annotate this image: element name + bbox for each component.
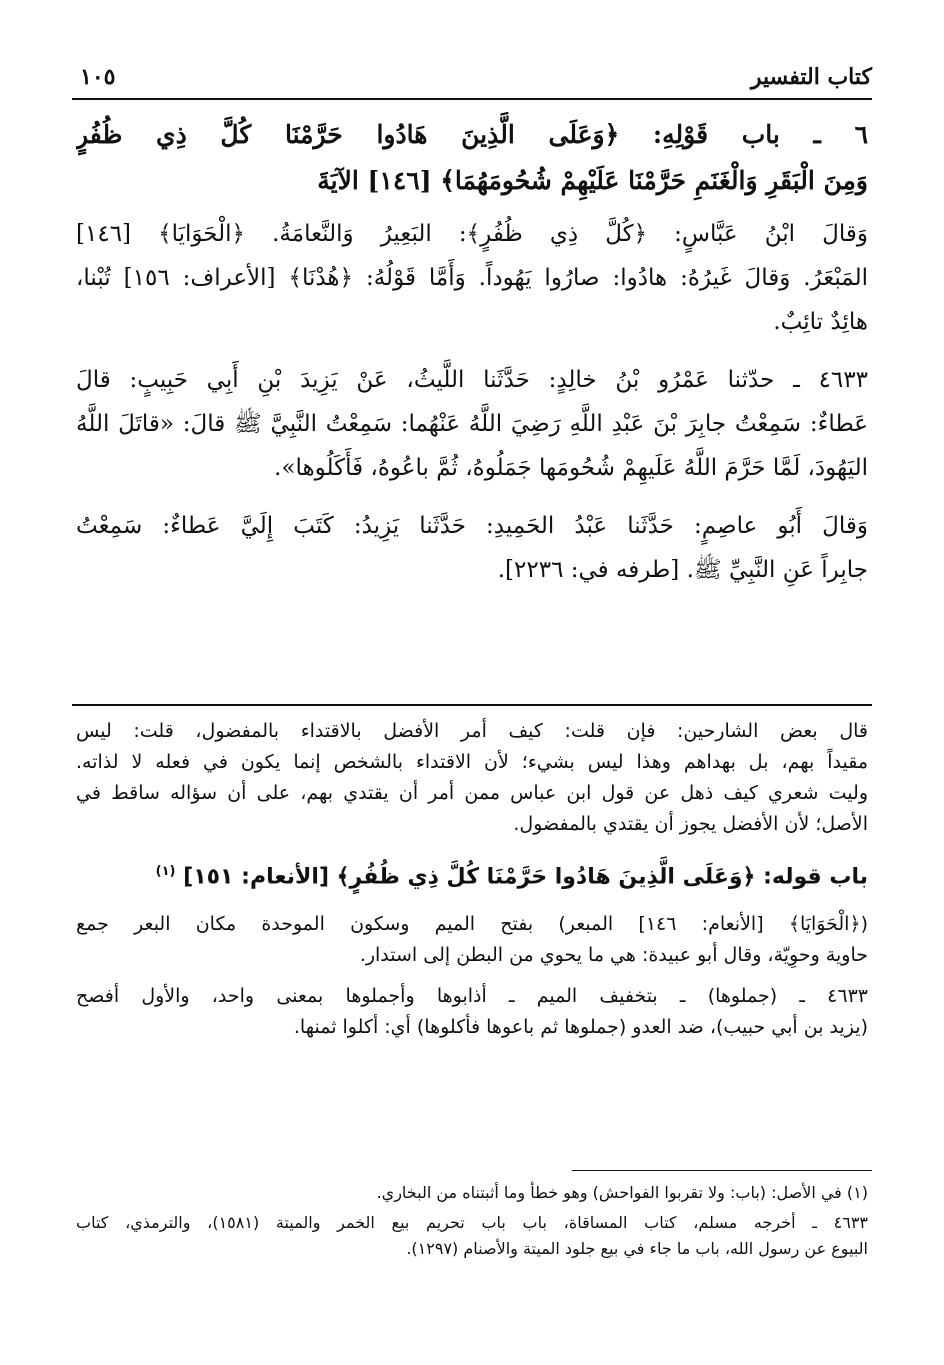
footnote-marker: (١)	[155, 864, 176, 879]
commentary-section	[76, 716, 868, 1053]
footnote-divider	[572, 1170, 872, 1171]
footnote-1	[76, 1180, 868, 1206]
text-line: وَقالَ ابْنُ عَبَّاسٍ: ﴿كُلَّ ذِي ظُفُرٍ﴾: البَعِيرُ وَالنَّعامَةُ. ﴿الْحَوَايَا﴾ [١٤٦]	[76, 221, 868, 247]
text-line: اليَهُودَ، لَمَّا حَرَّمَ اللَّهُ عَلَيهِمْ شُحُومَها جَمَلُوهُ، ثُمَّ باعُوهُ، فَأَكَلُوها».	[274, 455, 868, 481]
text-line: جابِراً عَنِ النَّبِيِّ ﷺ. [طرفه في: ٢٢٣٦].	[497, 557, 868, 583]
chapter-heading	[76, 112, 868, 204]
bab-heading-text: باب قوله: ﴿وَعَلَى الَّذِينَ هَادُوا حَرَّمْنَا كُلَّ ذِي ظُفُرٍ﴾ [الأنعام: ١٥١]	[183, 864, 868, 890]
main-text	[76, 112, 868, 606]
commentary-paragraph	[76, 716, 868, 840]
book-title: كتاب التفسير	[750, 64, 872, 90]
hadith-paragraph	[76, 358, 868, 490]
text-line: المَبْعَرُ. وَقالَ غَيرُهُ: هادُوا: صارُوا يَهُوداً. وَأَمَّا قَوْلُهُ: ﴿هُدْنَا﴾ [الأعراف: ١٥٦] تُبْنا،	[76, 265, 868, 291]
text-line: الأصل؛ لأن الأفضل يجوز أن يقتدي بالمفضول.	[513, 813, 868, 835]
text-line: (يزيد بن أبي حبيب)، ضد العدو (جملوها ثم باعوها فأكلوها) أي: أكلوا ثمنها.	[293, 1016, 868, 1039]
text-line: وليت شعري كيف ذهل عن قول ابن عباس ممن أمر أن يقتدي بهم، على أن سؤاله ساقط في	[76, 782, 868, 804]
text-line: حاوية وحوِيّة، وقال أبو عبيدة: هي ما يحوي من البطن إلى استدار.	[359, 944, 868, 967]
commentary-paragraph	[76, 909, 868, 971]
footnote-line: البيوع عن رسول الله، باب ما جاء في بيع جلود الميتة والأصنام (١٢٩٧).	[406, 1239, 868, 1258]
footnote-2	[76, 1210, 868, 1262]
footnotes	[76, 1180, 868, 1266]
section-divider	[72, 704, 872, 706]
text-line: عَطاءٌ: سَمِعْتُ جابِرَ بْنَ عَبْدِ اللَّهِ رَضِيَ اللَّهُ عَنْهُما: سَمِعْتُ النَّبِيَّ ﷺ قالَ: «قاتَلَ اللَّهُ	[76, 411, 868, 437]
text-line: ٤٦٣٣ ـ حدّثنا عَمْرُو بْنُ خالِدٍ: حَدَّثَنا اللَّيثُ، عَنْ يَزِيدَ بْنِ أَبِي حَبِيبٍ: قالَ	[76, 367, 868, 393]
footnote-line: ٤٦٣٣ ـ أخرجه مسلم، كتاب المساقاة، باب باب تحريم بيع الخمر والميتة (١٥٨١)، والترمذي، كتاب	[76, 1213, 868, 1232]
commentary-paragraph	[76, 981, 868, 1043]
footnote-line: (١) في الأصل: (باب: ولا تقربوا الفواحش) وهو خطأ وما أثبتناه من البخاري.	[376, 1183, 868, 1202]
page-header	[72, 62, 872, 100]
text-line: (﴿الْحَوَايَا﴾ [الأنعام: ١٤٦] المبعر) بفتح الميم وسكون الموحدة مكان البعر جمع	[76, 913, 868, 936]
page-number: ١٠٥	[80, 64, 116, 90]
bab-heading-line	[76, 850, 868, 899]
chapter-line: وَمِنَ الْبَقَرِ وَالْغَنَمِ حَرَّمْنَا عَلَيْهِمْ شُحُومَهُمَا﴾ [١٤٦] الآيَةَ	[317, 166, 868, 195]
text-line: قال بعض الشارحين: فإن قلت: كيف أمر الأفضل بالاقتداء بالمفضول، قلت: ليس	[76, 720, 868, 742]
hadith-intro-paragraph	[76, 212, 868, 344]
narration-paragraph	[76, 504, 868, 592]
text-line: وَقالَ أَبُو عاصِمٍ: حَدَّثَنا عَبْدُ الحَمِيدِ: حَدَّثَنا يَزِيدُ: كَتَبَ إِلَيَّ عَطاءٌ: سَمِعْتُ	[76, 513, 868, 539]
commentary-bab-heading	[76, 850, 868, 899]
text-line: ٤٦٣٣ ـ (جملوها) ـ بتخفيف الميم ـ أذابوها وأجملوها بمعنى واحد، والأول أفصح	[76, 985, 868, 1008]
text-line: مقيداً بهم، بل بهداهم وهذا ليس بشيء؛ لأن الاقتداء بالشخص إنما يكون في فعله لا لذاته.	[76, 751, 868, 773]
text-line: هائِدٌ تائِبٌ.	[773, 309, 868, 335]
chapter-line: ٦ ـ باب قَوْلِهِ: ﴿وَعَلَى الَّذِينَ هَادُوا حَرَّمْنَا كُلَّ ذِي ظُفُرٍ	[76, 120, 868, 149]
